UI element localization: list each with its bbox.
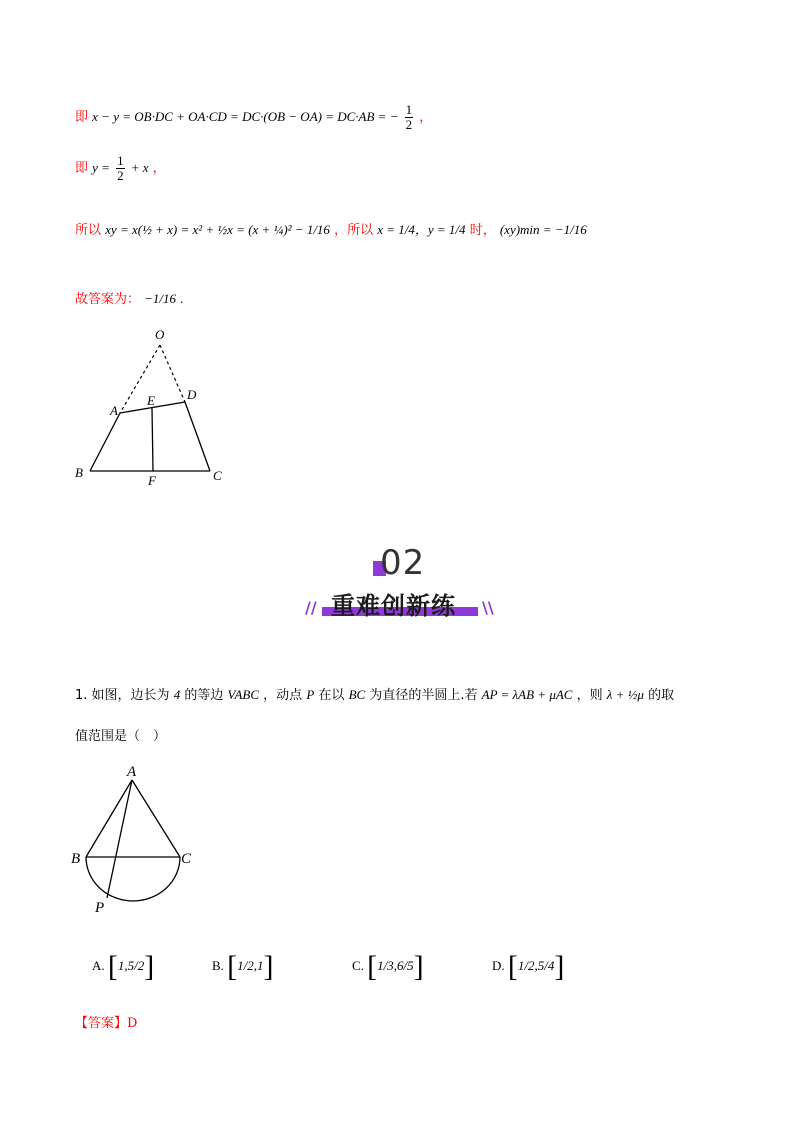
answer-choice: D <box>127 1016 138 1031</box>
line2-fraction: $\frac{1}{2}$ <box>117 153 124 183</box>
question-text-f: ，则 <box>576 688 603 703</box>
question-side: 4 <box>173 687 181 702</box>
figure-trapezoid <box>70 325 240 490</box>
solution-line-2 <box>75 154 166 183</box>
answer-bracket-label: 【答案】 <box>75 1016 128 1031</box>
line1-expression: x − y = OB·DC + OA·CD = DC·(OB − OA) = DC·AB = − <box>92 109 399 124</box>
option-d-hi: 5/4 <box>537 957 555 973</box>
question-target-expression: λ + ½μ <box>606 687 644 702</box>
option-a[interactable]: A. [1,5/2] <box>92 950 155 983</box>
question-segment: BC <box>348 687 366 702</box>
answer-value: −1/16 <box>144 291 177 306</box>
line1-prefix: 即 <box>75 110 89 125</box>
option-a-lo: 1 <box>117 957 125 973</box>
label-O: O <box>155 327 165 342</box>
label-F: F <box>148 473 156 488</box>
label-B: B <box>75 465 83 480</box>
option-c[interactable]: C. [1/3,6/5] <box>352 950 424 983</box>
option-a-label: A. <box>92 957 105 973</box>
section-right-deco: \\ <box>482 598 494 617</box>
line3-prefix: 所以 <box>75 223 102 238</box>
line2-expression-b: + x <box>130 160 149 175</box>
label-A: A <box>110 403 118 418</box>
solution-answer-line <box>75 288 183 307</box>
question-text-d: 在以 <box>318 688 345 703</box>
line3-result: (xy)min = −1/16 <box>499 222 587 237</box>
option-c-label: C. <box>352 957 364 973</box>
section-number: 02 <box>380 543 426 583</box>
label-C: C <box>213 468 222 483</box>
figure-triangle-semicircle <box>68 760 208 920</box>
question-text-e: 为直径的半圆上.若 <box>369 688 478 703</box>
answer-line <box>75 1012 137 1031</box>
question-triangle: VABC <box>227 687 260 702</box>
option-d-label: D. <box>492 957 505 973</box>
answer-label: 故答案为： <box>75 292 141 307</box>
section-title: 重难创新练 <box>331 592 456 620</box>
answer-tail: . <box>180 291 184 306</box>
line1-tail: ， <box>419 110 433 125</box>
option-d[interactable]: D. [1/2,5/4] <box>492 950 565 983</box>
line2-tail: ， <box>152 161 166 176</box>
option-a-hi: 5/2 <box>127 957 145 973</box>
question-line-1 <box>75 684 674 703</box>
question-vector-equation: AP = λAB + μAC <box>481 687 573 702</box>
solution-line-3 <box>75 219 587 238</box>
question-line-2: 值范围是（ ） <box>75 729 167 744</box>
question-number: 1. <box>75 688 88 703</box>
line3-when: 时， <box>469 223 496 238</box>
question-text-c: ，动点 <box>263 688 303 703</box>
question-text-b: 的等边 <box>184 688 224 703</box>
option-c-lo: 1/3 <box>377 957 394 973</box>
label-E: E <box>147 393 155 408</box>
option-c-hi: 6/5 <box>397 957 414 973</box>
option-b-label: B. <box>212 957 224 973</box>
option-b-hi: 1 <box>257 957 264 973</box>
question-text-a: 如图，边长为 <box>91 688 170 703</box>
line3-mid: ，所以 <box>334 223 374 238</box>
line3-condition: x = 1/4，y = 1/4 <box>377 222 466 237</box>
section-left-deco: // <box>305 598 317 617</box>
label-C2: C <box>181 851 192 867</box>
line2-prefix: 即 <box>75 161 89 176</box>
label-A2: A <box>127 764 137 780</box>
line3-expression: xy = x(½ + x) = x² + ½x = (x + ¼)² − 1/16 <box>105 222 330 237</box>
option-d-lo: 1/2 <box>517 957 535 973</box>
solution-line-1 <box>75 103 432 132</box>
question-point: P <box>306 687 315 702</box>
label-D: D <box>187 387 197 402</box>
question-text-g: 的取 <box>648 688 675 703</box>
label-P2: P <box>95 900 105 916</box>
line2-expression-a: y = <box>92 160 110 175</box>
option-b-lo: 1/2 <box>237 957 254 973</box>
label-B2: B <box>71 851 81 867</box>
option-b[interactable]: B. [1/2,1] <box>212 950 274 983</box>
line1-fraction: $\frac{1}{2}$ <box>405 102 413 132</box>
